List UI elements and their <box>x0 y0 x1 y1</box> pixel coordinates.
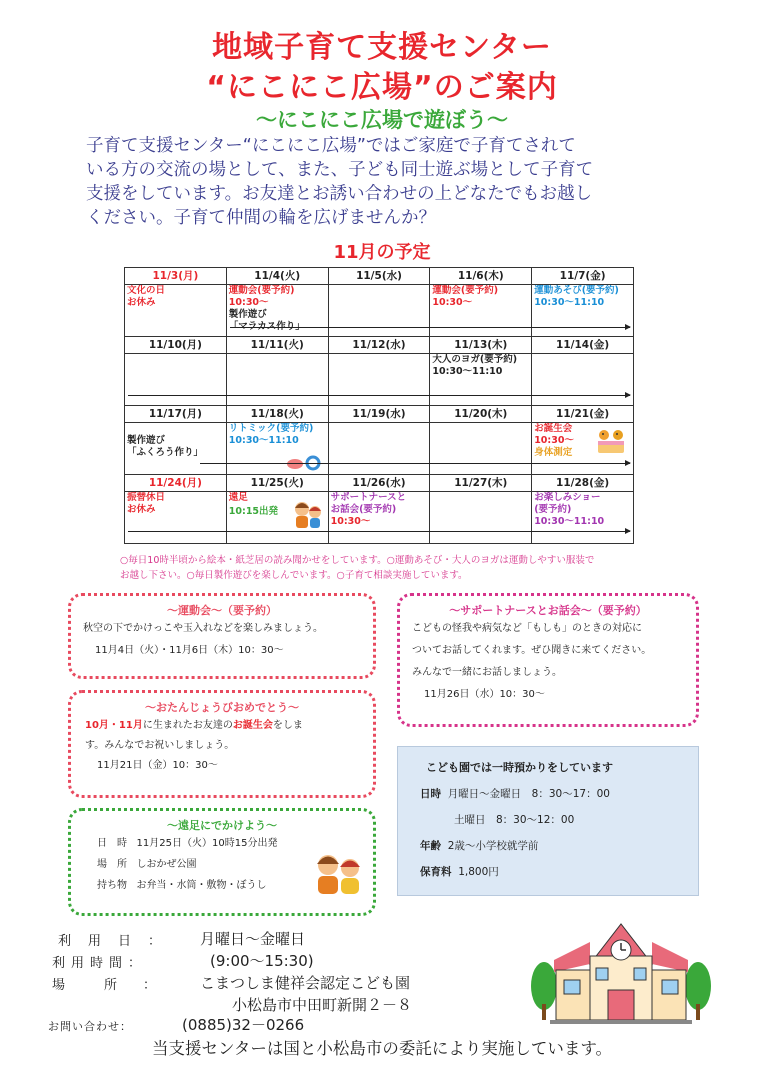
calendar-date: 11/27(木) <box>430 475 532 492</box>
calendar-date: 11/6(木) <box>430 268 532 285</box>
event-text: 文化の日 <box>127 285 166 296</box>
event-text: 10:30～11:10 <box>534 516 605 527</box>
calendar-cell <box>532 354 634 406</box>
nurse-box <box>397 593 699 727</box>
week-arrow <box>128 531 630 532</box>
calendar-cell <box>125 492 227 544</box>
nurse-line: みんなで一緒にお話しましょう。 <box>412 667 562 678</box>
ensoku-title: ～遠足にでかけよう～ <box>167 819 277 832</box>
page-subtitle: ～にこにこ広場で遊ぼう～ <box>256 108 508 132</box>
kids-illustration-icon <box>311 851 367 897</box>
footer-note: 当支援センターは国と小松島市の委託により実施しています。 <box>151 1039 613 1058</box>
page-title-line1: 地域子育て支援センター <box>212 30 552 65</box>
event-text: 10:30～11:10 <box>534 297 605 308</box>
calendar-date-row <box>125 406 634 423</box>
calendar-cell <box>328 423 430 475</box>
calendar-date: 11/21(金) <box>532 406 634 423</box>
note-line: お越し下さい。○毎日製作遊びを楽しんでいます。○子育て相談実施しています。 <box>120 570 468 581</box>
event-text: 10:30～ <box>432 297 473 308</box>
week-arrow <box>128 395 630 396</box>
event-text: 身体測定 <box>534 447 573 458</box>
calendar-event-row <box>125 285 634 337</box>
page-title-line2: “にこにこ広場”のご案内 <box>206 70 558 105</box>
intro-line: 支援をしています。お友達とお誘い合わせの上どなたでもお越し <box>86 184 593 204</box>
event-text: お誕生会 <box>534 423 573 434</box>
daycare-label: 保育料 <box>420 866 452 878</box>
daycare-title: こども園では一時預かりをしています <box>426 761 613 774</box>
calendar-event-row <box>125 354 634 406</box>
hours-label: 利用時間： <box>52 956 148 971</box>
event-text: リトミック(要予約) <box>228 423 314 434</box>
intro-line: いる方の交流の場として、また、子ども同士遊ぶ場として子育て <box>86 160 594 180</box>
calendar-date: 11/14(金) <box>532 337 634 354</box>
calendar-cell <box>430 423 532 475</box>
event-text: 10:15出発 <box>228 506 279 517</box>
event-text: 製作遊び <box>228 309 267 320</box>
event-text: 10:30～11:10 <box>228 435 299 446</box>
calendar-cell <box>125 285 227 337</box>
birthday-event: お誕生会 <box>232 720 273 731</box>
ensoku-label: 持ち物 <box>97 880 127 891</box>
event-text: サポートナースと <box>330 492 407 503</box>
place-label: 場 所 ： <box>52 978 157 993</box>
calendar-cell <box>125 423 227 475</box>
calendar-cell <box>532 423 634 475</box>
event-text: 10:30～11:10 <box>432 366 503 377</box>
hours-value: (9:00～15:30) <box>210 952 314 970</box>
calendar-date: 11/26(水) <box>328 475 430 492</box>
calendar-date: 11/19(水) <box>328 406 430 423</box>
event-text: 製作遊び <box>127 435 166 446</box>
week-arrow <box>200 463 630 464</box>
nurse-date: 11月26日（水）10：30～ <box>424 689 545 700</box>
nurse-line: こどもの怪我や病気など「もしも」のときの対応に <box>412 623 642 634</box>
daycare-label: 年齢 <box>420 840 441 852</box>
schedule-calendar <box>124 267 634 544</box>
intro-line: 子育て支援センター“にこにこ広場”ではご家庭で子育てされて <box>86 136 576 156</box>
ensoku-value: 11月25日（火）10時15分出発 <box>136 838 278 849</box>
nurse-title: ～サポートナースとお話会～（要予約） <box>449 604 647 617</box>
event-text: お休み <box>127 297 156 308</box>
note-line: ○毎日10時半頃から絵本・紙芝居の読み聞かせをしています。○運動あそび・大人のヨガは運動しやすい服装で <box>120 555 595 566</box>
birthday-date: 11月21日（金）10：30～ <box>97 760 218 771</box>
excursion-kids-icon <box>291 498 325 532</box>
school-building-icon <box>528 916 714 1028</box>
calendar-cell <box>328 354 430 406</box>
event-text: 「ふくろう作り」 <box>127 447 204 458</box>
calendar-cell <box>226 423 328 475</box>
daycare-value: 1,800円 <box>458 866 499 878</box>
calendar-date: 11/17(月) <box>125 406 227 423</box>
ensoku-box <box>68 808 376 916</box>
intro-paragraph <box>86 134 706 230</box>
daycare-row <box>398 833 698 859</box>
event-text: お休み <box>127 504 156 515</box>
calendar-date: 11/24(月) <box>125 475 227 492</box>
contact-value: (0885)32－0266 <box>182 1016 305 1034</box>
calendar-cell <box>532 492 634 544</box>
calendar-cell <box>226 285 328 337</box>
schedule-notes <box>120 553 660 583</box>
calendar-cell <box>430 354 532 406</box>
birthday-line: す。みんなでお祝いしましょう。 <box>85 740 235 751</box>
event-text: 10:30～ <box>534 435 574 446</box>
calendar-date: 11/4(火) <box>226 268 328 285</box>
place-address: 小松島市中田町新開２－８ <box>232 996 413 1014</box>
event-text: 振替休日 <box>127 492 166 503</box>
daycare-row <box>398 859 698 885</box>
calendar-date: 11/25(火) <box>226 475 328 492</box>
week-arrow <box>230 327 630 328</box>
birthday-box <box>68 690 376 798</box>
event-text: 10:30～ <box>228 297 269 308</box>
birthday-text: をしま <box>272 720 303 731</box>
calendar-date: 11/20(木) <box>430 406 532 423</box>
daycare-value: 2歳～小学校就学前 <box>447 840 539 852</box>
calendar-cell <box>226 354 328 406</box>
calendar-cell <box>328 492 430 544</box>
calendar-event-row <box>125 492 634 544</box>
calendar-date-row <box>125 475 634 492</box>
calendar-date: 11/3(月) <box>125 268 227 285</box>
calendar-date-row <box>125 337 634 354</box>
event-text: 運動会(要予約) <box>228 285 295 296</box>
undokai-title: ～運動会～（要予約） <box>167 604 277 617</box>
ensoku-label: 日 時 <box>97 838 127 849</box>
daycare-label: 日時 <box>420 788 441 800</box>
calendar-cell <box>430 492 532 544</box>
calendar-event-row <box>125 423 634 475</box>
calendar-date: 11/18(火) <box>226 406 328 423</box>
undokai-line: 秋空の下でかけっこや玉入れなどを楽しみましょう。 <box>83 623 323 634</box>
days-value: 月曜日～金曜日 <box>200 930 306 948</box>
calendar-cell <box>125 354 227 406</box>
birthday-line <box>71 715 373 737</box>
birthday-text: に生まれたお友達の <box>142 720 233 731</box>
schedule-heading: 11月の予定 <box>333 242 431 263</box>
event-text: 運動会(要予約) <box>432 285 499 296</box>
calendar-date: 11/12(水) <box>328 337 430 354</box>
ensoku-label: 場 所 <box>97 859 127 870</box>
place-value: こまつしま健祥会認定こども園 <box>200 974 411 992</box>
calendar-date: 11/13(木) <box>430 337 532 354</box>
ensoku-value: しおかぜ公園 <box>136 859 197 870</box>
daycare-box <box>397 746 699 896</box>
calendar-date: 11/10(月) <box>125 337 227 354</box>
daycare-value: 土曜日 8：30～12：00 <box>454 814 575 826</box>
calendar-date: 11/28(金) <box>532 475 634 492</box>
event-text: 大人のヨガ(要予約) <box>432 354 518 365</box>
calendar-date: 11/7(金) <box>532 268 634 285</box>
calendar-cell <box>430 285 532 337</box>
calendar-cell <box>226 492 328 544</box>
calendar-date-row <box>125 268 634 285</box>
daycare-row <box>398 781 698 807</box>
calendar-date: 11/5(水) <box>328 268 430 285</box>
birthday-cake-icon <box>594 427 628 455</box>
calendar-cell <box>328 285 430 337</box>
birthday-months: 10月・11月 <box>85 720 143 731</box>
birthday-title: ～おたんじょうびおめでとう～ <box>145 701 299 714</box>
contact-label: お問い合わせ： <box>48 1020 132 1033</box>
calendar-date: 11/11(火) <box>226 337 328 354</box>
undokai-box <box>68 593 376 679</box>
calendar-cell <box>532 285 634 337</box>
nurse-line: ついてお話してくれます。ぜひ聞きに来てください。 <box>412 645 652 656</box>
daycare-value: 月曜日～金曜日 8：30～17：00 <box>447 788 610 800</box>
event-text: (要予約) <box>534 504 572 515</box>
event-text: お話会(要予約) <box>330 504 397 515</box>
event-text: お楽しみショー <box>534 492 601 503</box>
event-text: 遠足 <box>228 492 248 503</box>
intro-line: ください。子育て仲間の輪を広げませんか？ <box>86 208 436 228</box>
event-text: 運動あそび(要予約) <box>534 285 619 296</box>
ensoku-value: お弁当・水筒・敷物・ぼうし <box>136 880 267 891</box>
event-text: 10:30～ <box>330 516 371 527</box>
days-label: 利 用 日 ： <box>58 934 164 949</box>
undokai-date: 11月4日（火）・11月6日（木）10：30～ <box>95 645 284 656</box>
